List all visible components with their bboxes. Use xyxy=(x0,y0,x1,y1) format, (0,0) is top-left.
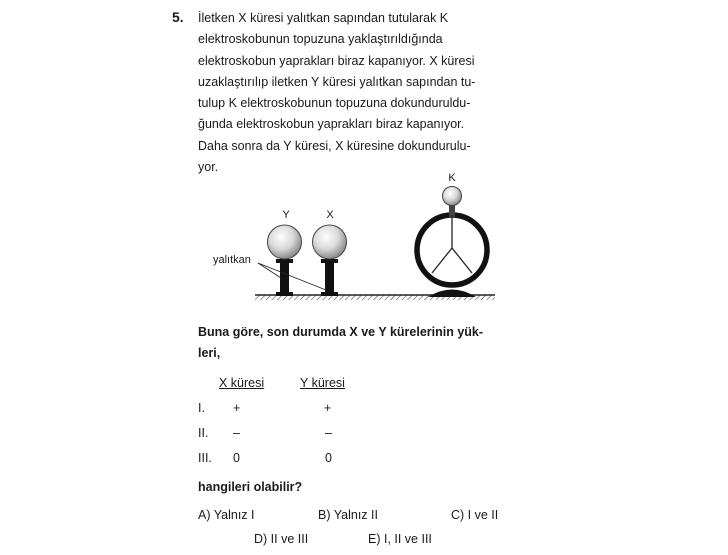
question-line: uzaklaştırılıp iletken Y küresi yalıtkan sapından tu- xyxy=(198,74,476,89)
question-line: yor. xyxy=(198,160,219,175)
option-b[interactable]: B) Yalnız II xyxy=(318,508,378,522)
row-number: III. xyxy=(198,451,212,465)
label-insulator: yalıtkan xyxy=(213,254,251,266)
ask-text: hangileri olabilir? xyxy=(198,480,303,494)
row-y-value: + xyxy=(324,401,332,415)
column-header-y: Y küresi xyxy=(300,376,345,390)
column-header-x: X küresi xyxy=(219,376,265,390)
question-line: elektroskobun yaprakları biraz kapanıyor. X küresi xyxy=(198,53,475,68)
row-x-value: – xyxy=(233,426,240,440)
option-e[interactable]: E) I, II ve III xyxy=(368,532,432,546)
label-x: X xyxy=(326,209,334,221)
label-k: K xyxy=(448,172,456,184)
prompt xyxy=(198,322,510,364)
sphere-x xyxy=(313,225,347,296)
question-line: Daha sonra da Y küresi, X küresine dokundurulu- xyxy=(198,138,471,153)
option-c[interactable]: C) I ve II xyxy=(451,508,499,522)
row-y-value: – xyxy=(325,426,332,440)
option-a[interactable]: A) Yalnız I xyxy=(198,508,255,522)
sphere-y xyxy=(268,225,302,296)
row-x-value: 0 xyxy=(233,451,240,465)
question-number: 5. xyxy=(172,9,184,25)
prompt-line: Buna göre, son durumda X ve Y kürelerinin yük- xyxy=(198,325,484,339)
question-line: tulup K elektroskobunun topuzuna dokunduruldu- xyxy=(198,96,471,111)
row-number: I. xyxy=(198,401,205,415)
row-number: II. xyxy=(198,426,209,440)
label-y: Y xyxy=(282,209,290,221)
question-line: elektroskobunun topuzuna yaklaştırıldığında xyxy=(198,32,443,47)
question-line: ğunda elektroskobun yaprakları biraz kapanıyor. xyxy=(198,117,465,132)
row-x-value: + xyxy=(233,401,241,415)
electroscope-k xyxy=(417,187,487,298)
question-line: İletken X küresi yalıtkan sapından tutularak K xyxy=(198,11,449,25)
option-d[interactable]: D) II ve III xyxy=(254,532,309,546)
prompt-line: leri, xyxy=(198,346,221,360)
row-y-value: 0 xyxy=(325,451,332,465)
